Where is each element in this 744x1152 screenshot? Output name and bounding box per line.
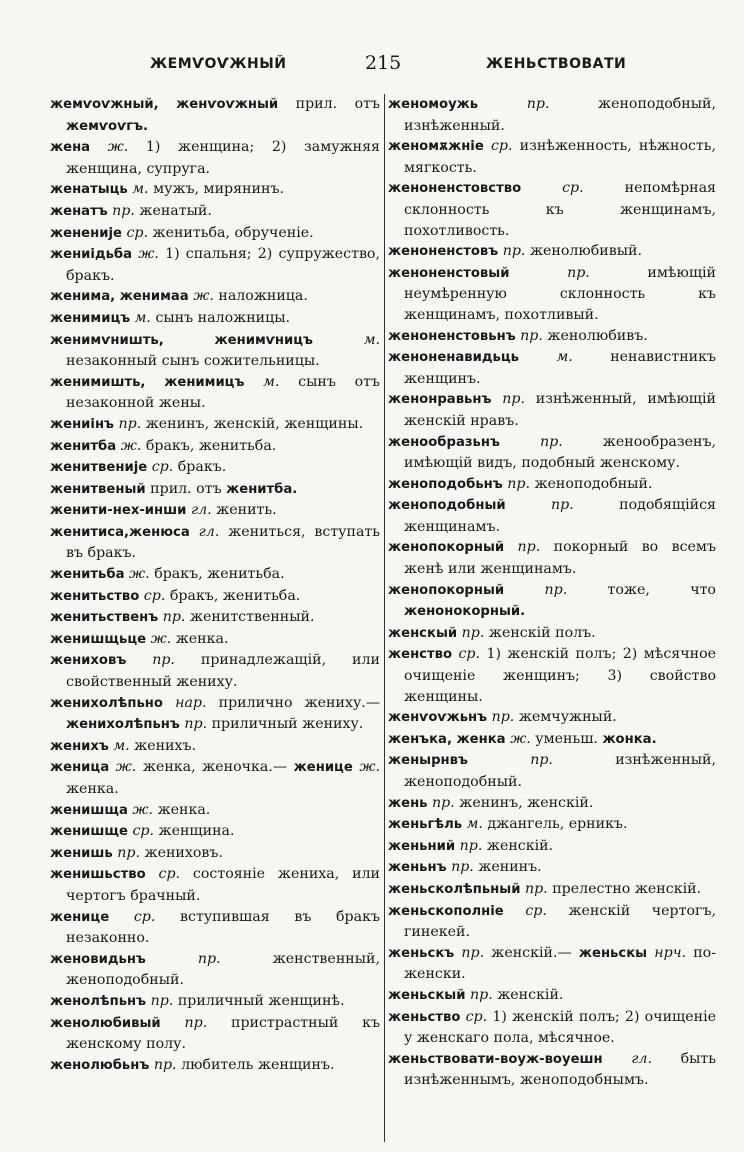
grammar-label: ж. (150, 630, 172, 647)
headword: женатыць (50, 182, 128, 198)
headword: женѵоѵжьнъ (388, 710, 488, 726)
headword: женьство (388, 1009, 461, 1025)
grammar-label: ж. (132, 801, 154, 818)
headword: женопокорный (388, 582, 505, 598)
grammar-label: ж. (120, 437, 142, 454)
grammar-label: ср. (151, 459, 174, 476)
running-head-right: ЖЕНЬСТВОВАТИ (486, 56, 627, 72)
definition: непомѣрная склонность къ женщинамъ, похотливость. (404, 180, 717, 239)
dictionary-entry (50, 864, 380, 906)
grammar-label: м. (113, 737, 130, 754)
definition: жениховъ. (144, 844, 223, 861)
dictionary-entry (388, 901, 716, 943)
grammar-label: пр. (197, 950, 221, 967)
headword: женишще (50, 824, 128, 840)
dictionary-entry (50, 650, 380, 692)
definition: женка. (66, 781, 119, 797)
dictionary-entry (388, 985, 716, 1007)
headword: женьний (388, 838, 456, 854)
definition: прилично жениху.— (218, 694, 381, 711)
definition: женитьба, обрученіе. (152, 224, 314, 241)
definition: женатый. (139, 202, 212, 219)
dictionary-entry (50, 286, 380, 308)
headword: женырнвъ (388, 753, 468, 769)
headword: женоподобьнъ (388, 476, 503, 492)
definition: женоподобный. (534, 475, 653, 492)
dictionary-entry (50, 522, 380, 564)
dictionary-entry (50, 991, 380, 1013)
dictionary-entry (388, 136, 716, 178)
dictionary-entry (388, 707, 716, 729)
definition: приличный жениху. (211, 716, 364, 733)
grammar-label: пр. (502, 391, 525, 408)
grammar-label: ср. (132, 823, 155, 840)
grammar-label: ср. (465, 1008, 488, 1025)
dictionary-entry (50, 564, 380, 586)
dictionary-entry (388, 347, 716, 389)
definition: изнѣженный, женоподобный. (404, 752, 717, 790)
grammar-label: м. (363, 331, 381, 348)
headword: женскый (388, 625, 458, 641)
dictionary-entry (50, 94, 380, 137)
headword: женовидьнъ (50, 951, 146, 967)
headword: женьгѣль (388, 817, 463, 833)
definition: прелестно женскій. (552, 880, 702, 897)
dictionary-entry (388, 432, 716, 474)
headword: жена (50, 140, 91, 156)
dictionary-entry (50, 223, 380, 245)
grammar-label: ср. (490, 138, 513, 155)
dictionary-entry (388, 1049, 716, 1091)
definition: женитственный. (189, 609, 315, 626)
headword: женихолѣпьно (50, 695, 163, 711)
definition: по-женски. (404, 944, 716, 983)
headword: женьскый (388, 987, 466, 1003)
headword: женоненстовъ (388, 244, 499, 260)
grammar-label: ж. (359, 759, 380, 776)
definition: женихъ. (134, 737, 197, 754)
definition: женщина. (158, 823, 235, 840)
definition: женоподобный, изнѣженный. (404, 96, 717, 134)
grammar-label: пр. (451, 859, 474, 876)
definition: уменьш. (535, 730, 598, 747)
grammar-label: пр. (150, 992, 174, 1009)
headword: женъка, женка (388, 731, 506, 747)
grammar-label: м. (134, 309, 151, 326)
definition: женскій.— (491, 944, 572, 961)
dictionary-entry (50, 457, 380, 479)
dictionary-entry (50, 308, 380, 330)
dictionary-entry (50, 949, 380, 991)
definition: женинъ, женскій, женщины. (145, 415, 364, 432)
grammar-label: пр. (461, 944, 485, 961)
headword: жемѵоѵжный, женѵоѵжный (50, 97, 279, 112)
cross-reference: женонокорный. (404, 604, 526, 620)
grammar-label: пр. (491, 709, 515, 726)
headword: женишь (50, 845, 113, 861)
headword: женолѣпьнъ (50, 993, 147, 1009)
grammar-label: ж. (193, 288, 214, 305)
grammar-label: ж. (138, 246, 159, 263)
definition: женить. (216, 502, 277, 519)
dictionary-entry (388, 729, 716, 751)
grammar-label: ср. (133, 908, 156, 925)
headword: женообразьнъ (388, 434, 500, 450)
definition: изнѣженный, имѣющій женскій нравъ. (404, 391, 716, 429)
grammar-label: пр. (461, 624, 485, 641)
headword: женитьственъ (50, 610, 159, 626)
headword: женишща (50, 802, 128, 818)
left-column (50, 94, 380, 1076)
headword: женитвеный (50, 481, 146, 497)
headword: женомѫжніе (388, 139, 484, 155)
dictionary-entry (388, 178, 716, 241)
grammar-label: пр. (118, 415, 142, 432)
headword: женица (50, 760, 110, 776)
headword: женьскополніе (388, 903, 504, 919)
headword: женоподобный (388, 498, 506, 514)
grammar-label: пр. (112, 202, 135, 219)
dictionary-entry (388, 474, 716, 496)
definition: быть изнѣженнымъ, женоподобнымъ. (404, 1050, 717, 1089)
dictionary-entry (388, 495, 716, 537)
grammar-label: пр. (162, 609, 186, 626)
grammar-label: нар. (175, 694, 207, 711)
cross-reference: женитба. (226, 481, 298, 497)
headword: женатъ (50, 203, 108, 219)
dictionary-entry (388, 1007, 716, 1049)
grammar-label: ср. (525, 902, 547, 919)
running-head-left: ЖЕМѴОѴЖНЫЙ (150, 56, 287, 72)
headword: женице (50, 909, 110, 925)
definition: бракъ, женитьба. (145, 437, 277, 454)
dictionary-entry (388, 793, 716, 815)
definition: сынъ отъ незаконной жены. (66, 373, 380, 412)
grammar-label: пр. (517, 539, 541, 556)
dictionary-entry (50, 414, 380, 436)
headword: женоненстовьнъ (388, 328, 516, 344)
grammar-label: ж. (107, 139, 129, 156)
dictionary-entry (50, 843, 380, 865)
cross-reference: женихолѣпьнъ (66, 717, 180, 733)
definition: женскій. (497, 986, 564, 1003)
definition: женскій чертогъ, гинекей. (404, 902, 716, 941)
grammar-label: м. (556, 349, 573, 366)
definition: приличный женщинѣ. (177, 992, 345, 1009)
definition: ненавистникъ женщинъ. (404, 349, 716, 387)
headword: женомоужь (388, 97, 479, 112)
dictionary-entry (388, 263, 716, 326)
dictionary-entry (50, 629, 380, 651)
grammar-label: ср. (143, 587, 166, 604)
grammar-label: ср. (126, 224, 149, 241)
grammar-label: ср. (562, 180, 584, 197)
grammar-label: пр. (507, 475, 530, 492)
dictionary-entry (388, 879, 716, 901)
headword: жененије (50, 225, 122, 241)
dictionary-entry (388, 94, 716, 136)
definition: женка. (175, 630, 229, 647)
definition: джангель, ерникъ. (487, 816, 628, 833)
grammar-label: м. (132, 181, 149, 198)
dictionary-entry (50, 736, 380, 758)
dictionary-entry (50, 436, 380, 458)
dictionary-entry (388, 814, 716, 836)
headword: жень (388, 795, 428, 811)
headword: женимишть, женимицъ (50, 374, 245, 390)
column-divider (384, 94, 385, 1142)
dictionary-entry (50, 693, 380, 736)
dictionary-entry (388, 537, 716, 579)
definition: женственный, женоподобный. (66, 950, 380, 989)
definition: 1) спальня; 2) супружество, бракъ. (66, 246, 380, 284)
headword: женишщьце (50, 631, 147, 647)
definition: жемчужный. (518, 709, 617, 726)
grammar-label: пр. (502, 243, 526, 260)
grammar-label: ж. (510, 730, 531, 747)
definition: принадлежащій, или свойственный жениху. (66, 652, 380, 691)
page-number: 215 (365, 52, 402, 74)
grammar-label: пр. (524, 880, 548, 897)
definition: прил. отъ (295, 96, 381, 112)
dictionary-entry (50, 586, 380, 608)
definition: женинъ. (478, 859, 542, 876)
definition: тоже, что (607, 581, 716, 598)
definition: бракъ, женитьба. (169, 587, 301, 604)
grammar-label: м. (466, 816, 483, 833)
definition: женинъ, женскій. (459, 794, 594, 811)
dictionary-entry (50, 500, 380, 522)
grammar-label: пр. (530, 752, 553, 769)
definition: сынъ наложницы. (155, 309, 291, 326)
cross-reference: женьскы (578, 945, 648, 961)
dictionary-entry (388, 326, 716, 348)
definition: женскій полъ. (488, 624, 596, 641)
cross-reference: жонка. (602, 731, 657, 747)
cross-reference: женице (293, 760, 353, 776)
headword: женьствовати-воуж-воуешн (388, 1051, 603, 1067)
grammar-label: пр. (184, 716, 208, 733)
headword: женити-нех-инши (50, 503, 187, 519)
dictionary-entry (388, 389, 716, 431)
cross-reference: жемѵоѵгъ. (66, 118, 149, 134)
definition: состояніе жениха, или чертогъ брачный. (66, 866, 381, 904)
headword: женитьство (50, 588, 140, 604)
definition: женка, женочка.— (142, 759, 288, 776)
grammar-label: гл. (631, 1050, 652, 1067)
headword: женимѵништь, женимѵницъ (50, 332, 313, 348)
headword: женоненстовый (388, 265, 510, 281)
grammar-label: пр. (432, 794, 455, 811)
headword: женонравьнъ (388, 392, 492, 408)
definition: жениться, вступать въ бракъ. (66, 523, 380, 562)
definition: женскій. (486, 837, 554, 854)
definition: вступившая въ бракъ незаконно. (66, 908, 380, 947)
definition: пристрастный къ женскому полу. (66, 1014, 380, 1053)
headword: жениінъ (50, 416, 114, 432)
headword: женитвеније (50, 460, 148, 476)
grammar-label: пр. (520, 327, 543, 344)
definition: незаконный сынъ сожительницы. (66, 353, 320, 370)
dictionary-entry (50, 372, 380, 414)
grammar-label: м. (263, 373, 280, 390)
grammar-label: пр. (152, 652, 175, 669)
dictionary-entry (50, 1013, 380, 1055)
grammar-label: пр. (539, 433, 563, 450)
dictionary-entry (50, 757, 380, 799)
dictionary-entry (388, 644, 716, 707)
definition: изнѣженность, нѣжность, мягкость. (404, 138, 717, 176)
grammar-label: ж. (115, 759, 137, 776)
dictionary-entry (388, 857, 716, 879)
page-header (0, 52, 744, 82)
definition: мужъ, мирянинъ. (153, 181, 284, 198)
definition: любитель женщинъ. (181, 1056, 335, 1073)
definition: 1) женщина; 2) замужняя женщина, супруга. (66, 139, 381, 177)
right-column (388, 94, 716, 1091)
dictionary-entry (50, 907, 380, 949)
dictionary-entry (50, 137, 380, 179)
headword: женитиса,женюса (50, 524, 190, 540)
grammar-label: нрч. (654, 944, 687, 961)
headword: жениховъ (50, 653, 127, 669)
grammar-label: ж. (129, 566, 150, 583)
headword: женоненавидьць (388, 350, 519, 366)
dictionary-entry (50, 179, 380, 201)
headword: женишьство (50, 867, 146, 883)
headword: женихъ (50, 738, 109, 754)
definition: женка. (157, 801, 211, 818)
headword: женима, женимаа (50, 289, 189, 305)
headword: женитба (50, 438, 117, 454)
dictionary-entry (388, 750, 716, 792)
definition: имѣющій неумѣренную склонность къ женщинамъ, похотливый. (404, 264, 717, 323)
definition: 1) женскій полъ; 2) очищеніе у женскаго пола, мѣсячное. (404, 1008, 717, 1047)
dictionary-entry (50, 201, 380, 223)
headword: жениідьба (50, 247, 133, 263)
headword: женство (388, 647, 453, 663)
grammar-label: пр. (567, 264, 590, 281)
grammar-label: ср. (458, 646, 481, 663)
grammar-label: пр. (469, 986, 493, 1003)
headword: женопокорный (388, 540, 505, 556)
headword: женоненстовство (388, 181, 522, 197)
definition: наложница. (218, 288, 308, 305)
dictionary-entry (50, 479, 380, 501)
headword: женитьба (50, 567, 125, 583)
dictionary-entry (388, 943, 716, 985)
grammar-label: пр. (551, 497, 574, 514)
dictionary-entry (50, 800, 380, 822)
dictionary-entry (50, 330, 380, 372)
dictionary-entry (50, 821, 380, 843)
grammar-label: гл. (198, 523, 220, 540)
dictionary-entry (388, 836, 716, 858)
grammar-label: пр. (526, 96, 550, 112)
definition: женообразенъ, имѣющій видъ, подобный женскому. (404, 433, 716, 472)
grammar-label: пр. (459, 837, 483, 854)
definition: подобящійся женщинамъ. (404, 497, 717, 535)
grammar-label: пр. (544, 581, 568, 598)
headword: женьскъ (388, 945, 455, 961)
grammar-label: пр. (153, 1056, 177, 1073)
definition: бракъ. (177, 459, 227, 476)
definition: прил. отъ (150, 480, 222, 497)
grammar-label: ср. (158, 866, 181, 883)
definition: бракъ, женитьба. (154, 566, 285, 583)
definition: 1) женскій полъ; 2) мѣсячное очищеніе женщинъ; 3) свойство женщины. (404, 646, 717, 705)
headword: женимицъ (50, 310, 131, 326)
grammar-label: пр. (117, 844, 141, 861)
dictionary-entry (50, 244, 380, 286)
dictionary-entry (50, 1055, 380, 1077)
dictionary-entry (388, 623, 716, 645)
definition: женолюбивъ. (547, 327, 648, 344)
grammar-label: пр. (184, 1014, 208, 1031)
headword: женьнъ (388, 860, 447, 876)
dictionary-entry (388, 241, 716, 263)
headword: женолюбивый (50, 1015, 161, 1031)
definition: покорный во всемъ женѣ или женщинамъ. (404, 539, 716, 578)
headword: женьсколѣпьный (388, 881, 521, 897)
definition: женолюбивый. (529, 243, 643, 260)
dictionary-entry (50, 607, 380, 629)
headword: женолюбьнъ (50, 1057, 150, 1073)
grammar-label: гл. (190, 502, 212, 519)
dictionary-entry (388, 580, 716, 623)
